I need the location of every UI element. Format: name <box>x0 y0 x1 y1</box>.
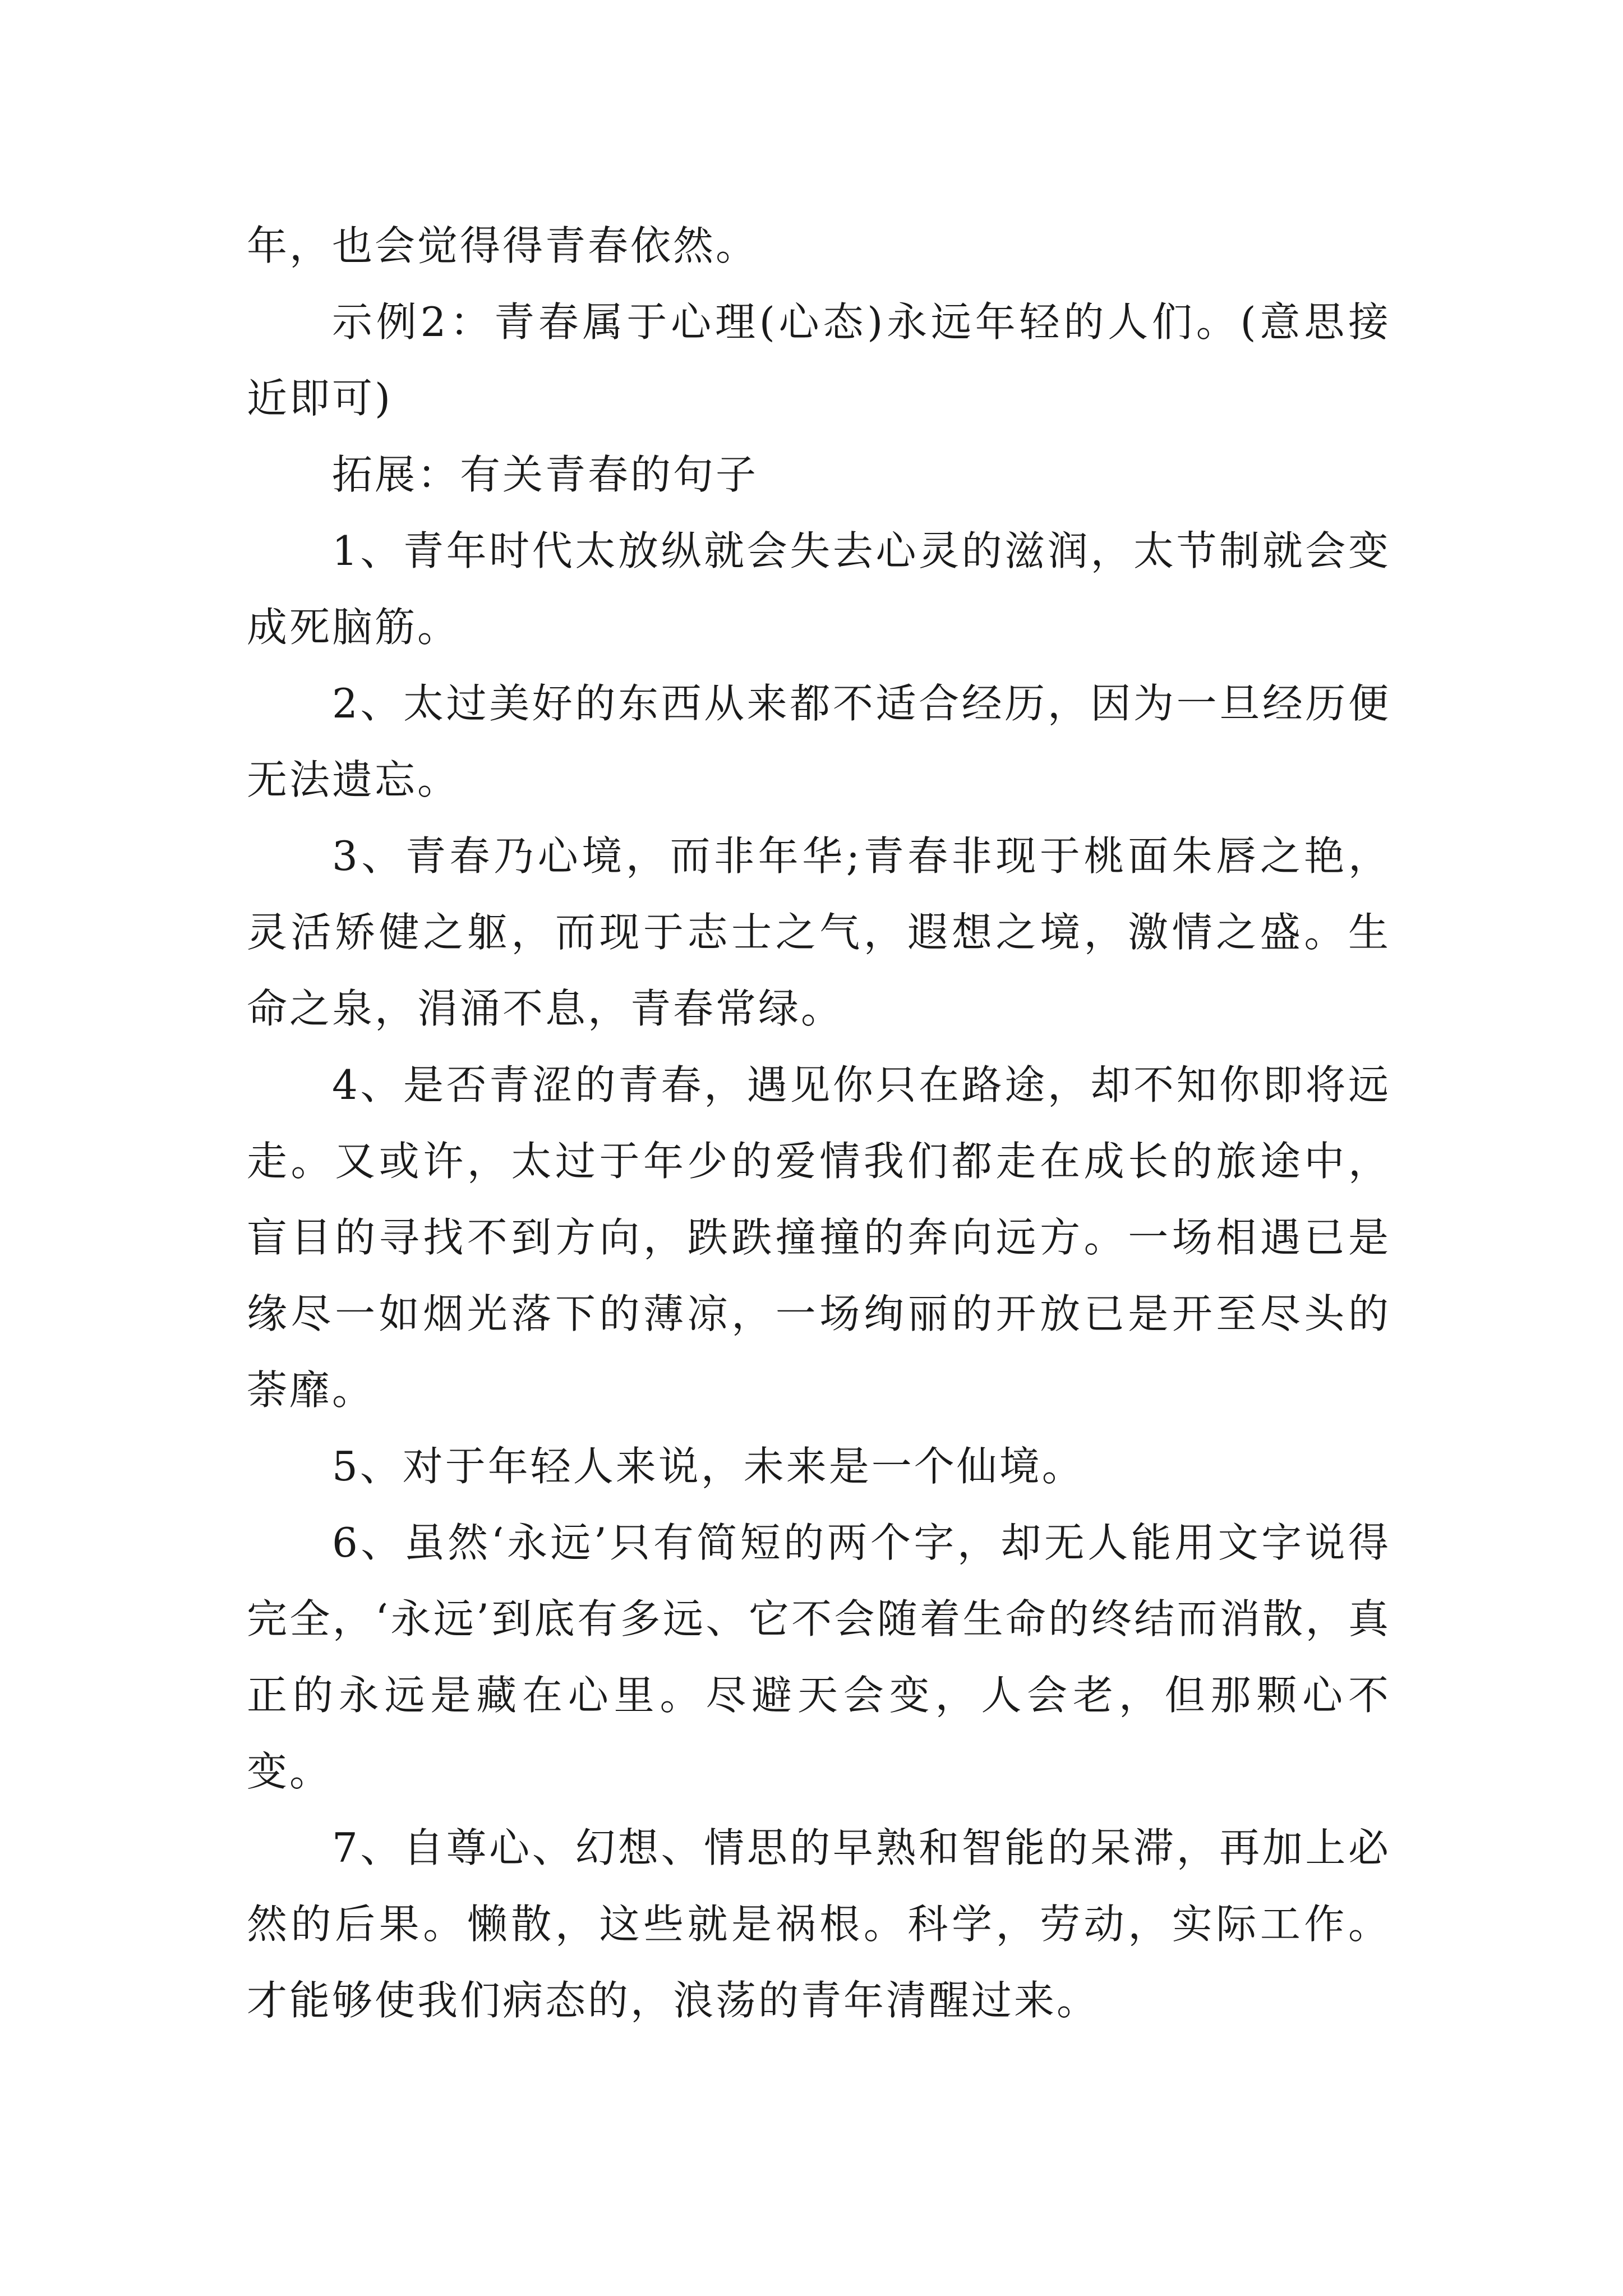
paragraph-quote-6: 6、虽然‘永远’只有简短的两个字，却无人能用文字说得完全，‘永远’到底有多远、它不会随着生命的终结而消散，真正的永远是藏在心里。尽避天会变，人会老，但那颗心不变。 <box>247 1519 1391 1795</box>
paragraph-quote-2: 2、太过美好的东西从来都不适合经历，因为一旦经历便无法遗忘。 <box>247 680 1391 803</box>
paragraph-extension-heading: 拓展：有关青春的句子 <box>332 451 759 498</box>
body-text <box>247 208 1391 2039</box>
paragraph-quote-4: 4、是否青涩的青春，遇见你只在路途，却不知你即将远走。又或许，太过于年少的爱情我们都走在成长的旅途中，盲目的寻找不到方向，跌跌撞撞的奔向远方。一场相遇已是缘尽一如烟光落下的薄凉，一场绚丽的开放已是开至尽头的荼靡。 <box>247 1061 1391 1414</box>
paragraph-quote-3: 3、青春乃心境，而非年华;青春非现于桃面朱唇之艳，灵活矫健之躯，而现于志士之气，遐想之境，激情之盛。生命之泉，涓涌不息，青春常绿。 <box>247 832 1391 1032</box>
paragraph-example-2: 示例2：青春属于心理(心态)永远年轻的人们。(意思接近即可) <box>247 298 1391 422</box>
paragraph-quote-5: 5、对于年轻人来说，未来是一个仙境。 <box>332 1443 1085 1490</box>
paragraph-quote-7: 7、自尊心、幻想、情思的早熟和智能的呆滞，再加上必然的后果。懒散，这些就是祸根。科学，劳动，实际工作。才能够使我们病态的，浪荡的青年清醒过来。 <box>247 1824 1391 2024</box>
paragraph-continuation: 年，也会觉得得青春依然。 <box>247 222 759 269</box>
paragraph-quote-1: 1、青年时代太放纵就会失去心灵的滋润，太节制就会变成死脑筋。 <box>247 527 1391 651</box>
